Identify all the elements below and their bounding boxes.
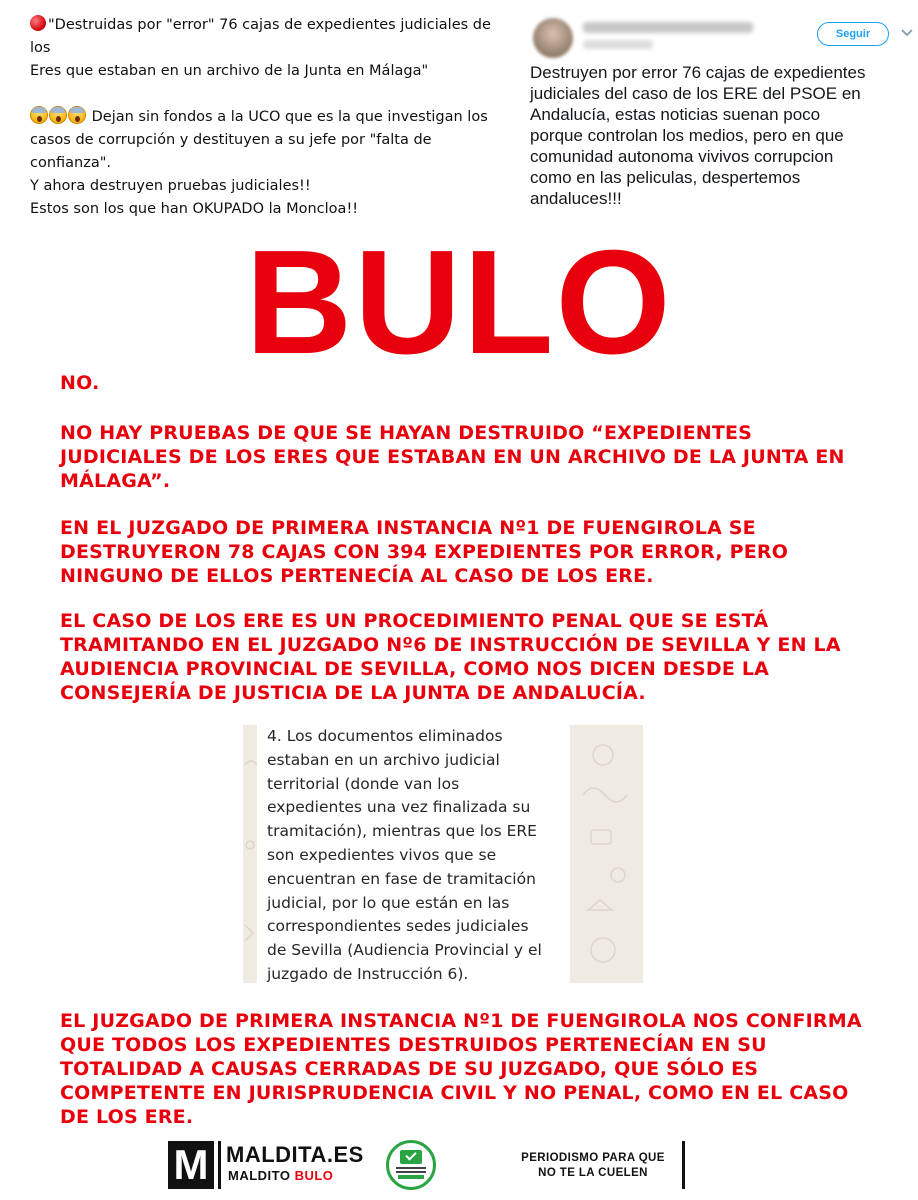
- tweet-line: Andalucía, estas noticias suenan poco: [530, 105, 821, 124]
- slogan: PERIODISMO PARA QUE NO TE LA CUELEN: [521, 1152, 665, 1179]
- post-line: Eres que estaban en un archivo de la Junta en Málaga": [30, 63, 429, 79]
- post-line: "Destruidas por "error" 76 cajas de expedientes judiciales de los: [30, 17, 491, 56]
- bulo-headline: BULO: [245, 220, 673, 385]
- verdict-paragraph: EL JUZGADO DE PRIMERA INSTANCIA Nº1 DE FUENGIROLA NOS CONFIRMA QUE TODOS LOS EXPEDIENTES DESTRUIDOS PERTENECÍAN EN SU TOTALIDAD A CAUSAS CERRADAS DE SU JUZGADO, QUE SÓLO ES COMPETENTE EN JURISPRUDENCIA CIVIL Y NO PENAL, COMO EN EL CASO DE LOS ERE.: [60, 1010, 862, 1128]
- maldita-logo-icon: M: [168, 1141, 214, 1189]
- check-icon: [400, 1150, 422, 1164]
- blurred-user-handle: [583, 40, 653, 49]
- red-circle-icon: [30, 15, 46, 31]
- tweet-line: porque controlan los medios, pero en que: [530, 126, 844, 145]
- verdict-paragraph: NO HAY PRUEBAS DE QUE SE HAYAN DESTRUIDO “EXPEDIENTES JUDICIALES DE LOS ERES QUE ESTABAN EN UN ARCHIVO DE LA JUNTA EN MÁLAGA”.: [60, 422, 845, 492]
- logo-divider: [218, 1141, 221, 1189]
- fact-checking-badge-icon: [386, 1140, 436, 1190]
- document-screenshot: [243, 725, 643, 983]
- tweet-line: como en las peliculas, despertemos: [530, 168, 801, 187]
- blurred-user-name[interactable]: [583, 22, 753, 33]
- post-line: Y ahora destruyen pruebas judiciales!!: [30, 178, 311, 194]
- screaming-face-icon: [68, 106, 86, 124]
- screaming-face-icon: [30, 106, 48, 124]
- follow-button[interactable]: Seguir: [817, 22, 889, 46]
- verdict-paragraph: EL CASO DE LOS ERE ES UN PROCEDIMIENTO PENAL QUE SE ESTÁ TRAMITANDO EN EL JUZGADO Nº6 DE INSTRUCCIÓN DE SEVILLA Y EN LA AUDIENCIA PROVINCIAL DE SEVILLA, COMO NOS DICEN DESDE LA CONSEJERÍA DE JUSTICIA DE LA JUNTA DE ANDALUCÍA.: [60, 610, 841, 704]
- chevron-down-icon[interactable]: [901, 26, 913, 40]
- avatar[interactable]: [533, 18, 573, 58]
- screaming-face-icon: [49, 106, 67, 124]
- tweet-line: andaluces!!!: [530, 189, 622, 208]
- tweet-line: judiciales del caso de los ERE del PSOE en: [530, 84, 861, 103]
- tweet-text: [530, 62, 910, 209]
- verdict-no: NO.: [60, 372, 100, 394]
- brand-subtitle: MALDITO BULO: [228, 1168, 334, 1183]
- brand-name: MALDITA.ES: [226, 1142, 364, 1167]
- tweet-card: [525, 12, 910, 212]
- slogan-divider: [682, 1141, 685, 1189]
- post-line: Dejan sin fondos a la UCO que es la que investigan los: [30, 106, 510, 129]
- document-text: 4. Los documentos eliminados estaban en un archivo judicial territorial (donde van los expedientes una vez finalizada su tramitación), mientras que los ERE son expedientes vivos que se encuentran en fase de tramitación judicial, por lo que están en las correspondientes sedes judiciales de Sevilla (Audiencia Provincial y el juzgado de Instrucción 6).: [267, 727, 542, 983]
- tweet-line: comunidad autonoma vivivos corrupcion: [530, 147, 834, 166]
- post-line: Estos son los que han OKUPADO la Moncloa!!: [30, 201, 359, 217]
- post-line: casos de corrupción y destituyen a su jefe por "falta de confianza".: [30, 132, 432, 171]
- tweet-line: Destruyen por error 76 cajas de expedientes: [530, 63, 866, 82]
- facebook-post: [30, 14, 510, 221]
- verdict-paragraph: EN EL JUZGADO DE PRIMERA INSTANCIA Nº1 DE FUENGIROLA SE DESTRUYERON 78 CAJAS CON 394 EXPEDIENTES POR ERROR, PERO NINGUNO DE ELLOS PERTENECÍA AL CASO DE LOS ERE.: [60, 517, 789, 587]
